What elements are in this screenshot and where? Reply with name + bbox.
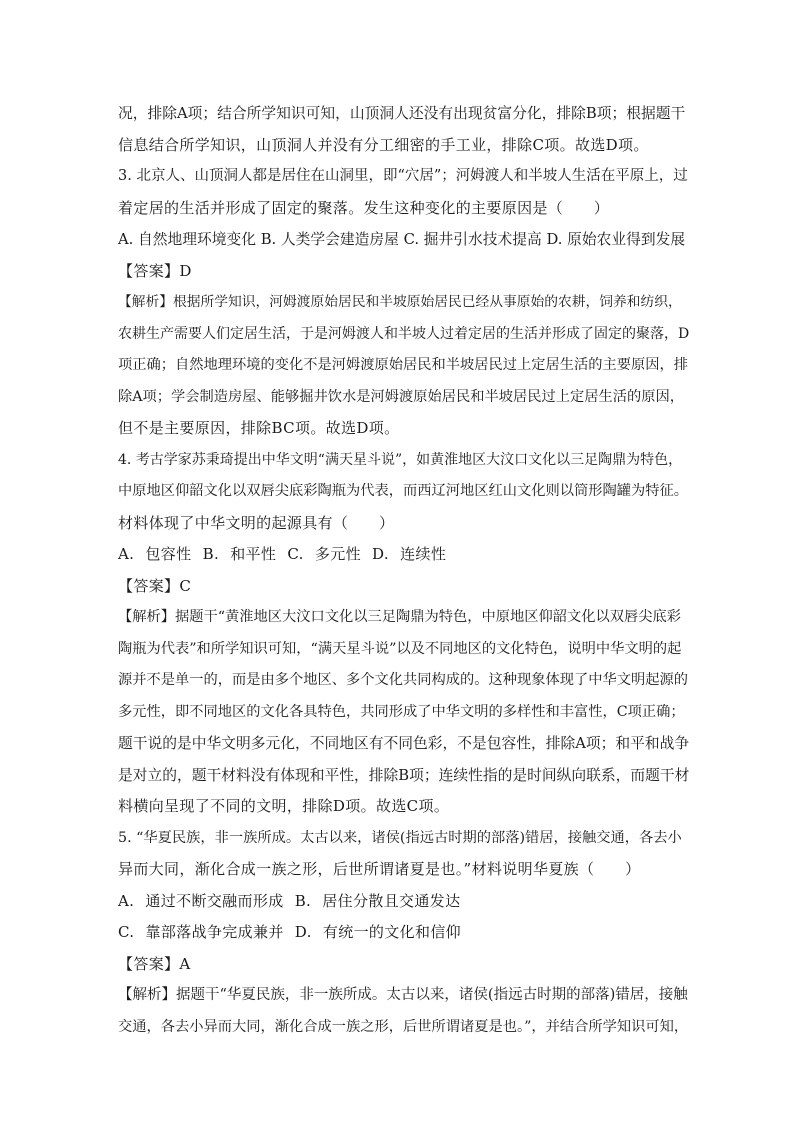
question-4-explanation-line-4: 多元性，即不同地区的文化各具特色，共同形成了中华文明的多样性和丰富性，C项正确； xyxy=(118,703,685,720)
question-3-options: A. 自然地理环境变化 B. 人类学会建造房屋 C. 掘井引水技术提高 D. 原始农业得到发展 xyxy=(118,231,686,248)
question-5-explanation-line-1: 【解析】据题干“华夏民族，非一族所成。太古以来，诸侯(指远古时期的部落)错居，接触 xyxy=(118,987,688,1003)
question-4-answer: 【答案】C xyxy=(118,576,192,595)
question-4-options: A. 包容性 B. 和平性 C. 多元性 D. 连续性 xyxy=(118,545,447,563)
question-4-explanation-line-6: 是对立的，题干材料没有体现和平性，排除B项；连续性指的是时间纵向联系，而题干材 xyxy=(118,766,690,784)
q2-explanation-line-2: 信息结合所学知识，山顶洞人并没有分工细密的手工业，排除C项。故选D项。 xyxy=(118,135,649,154)
question-4-stem-line-2: 中原地区仰韶文化以双唇尖底彩陶瓶为代表，而西辽河地区红山文化则以筒形陶罐为特征。 xyxy=(118,483,689,499)
question-5-options-row-2: C. 靠部落战争完成兼并 D. 有统一的文化和信仰 xyxy=(118,923,462,941)
question-3-stem-line-1: 3. 北京人、山顶洞人都是居住在山洞里，即“穴居”；河姆渡人和半坡人生活在平原上，过 xyxy=(118,168,688,184)
question-3-explanation-line-5: 但不是主要原因，排除BC项。故选D项。 xyxy=(118,419,400,437)
question-4-stem-line-3: 材料体现了中华文明的起源具有（ ） xyxy=(118,513,395,532)
question-4-stem-line-1: 4. 考古学家苏秉琦提出中华文明“满天星斗说”，如黄淮地区大汶口文化以三足陶鼎为特色， xyxy=(118,451,683,468)
q2-explanation-line-1: 况，排除A项；结合所学知识可知，山顶洞人还没有出现贫富分化，排除B项；根据题干 xyxy=(118,105,686,122)
question-5-options-row-1: A. 通过不断交融而形成 B. 居住分散且交通发达 xyxy=(118,891,461,910)
question-3-answer: 【答案】D xyxy=(118,261,192,280)
question-4-explanation-line-5: 题干说的是中华文明多元化，不同地区有不同色彩，不是包容性，排除A项；和平和战争 xyxy=(118,735,690,752)
question-3-explanation-line-3: 项正确；自然地理环境的变化不是河姆渡原始居民和半坡居民过上定居生活的主要原因，排 xyxy=(118,357,689,373)
question-4-explanation-line-3: 源并不是单一的，而是由多个地区、多个文化共同构成的。这种现象体现了中华文明起源的 xyxy=(118,672,689,688)
question-3-explanation-line-2: 农耕生产需要人们定居生活，于是河姆渡人和半坡人过着定居的生活并形成了固定的聚落，D xyxy=(118,325,690,342)
question-4-explanation-line-1: 【解析】据题干“黄淮地区大汶口文化以三足陶鼎为特色，中原地区仰韶文化以双唇尖底彩 xyxy=(118,609,682,625)
question-5-stem-line-1: 5. “华夏民族，非一族所成。太古以来，诸侯(指远古时期的部落)错居，接触交通，各去小 xyxy=(118,829,682,846)
question-3-stem-line-2: 着定居的生活并形成了固定的聚落。发生这种变化的主要原因是（ ） xyxy=(118,198,610,217)
question-3-explanation-line-1: 【解析】根据所学知识，河姆渡原始居民和半坡原始居民已经从事原始的农耕，饲养和纺织， xyxy=(118,294,682,310)
question-4-explanation-line-2: 陶瓶为代表”和所学知识可知，“满天星斗说”以及不同地区的文化特色，说明中华文明的起 xyxy=(118,640,682,657)
question-5-stem-line-2: 异而大同，渐化合成一族之形，后世所谓诸夏是也。”材料说明华夏族（ ） xyxy=(118,860,641,878)
question-5-explanation-line-2: 交通，各去小异而大同，渐化合成一族之形，后世所谓诸夏是也。”，并结合所学知识可知， xyxy=(118,1018,689,1035)
question-3-explanation-line-4: 除A项；学会制造房屋、能够掘井饮水是河姆渡原始居民和半坡居民过上定居生活的原因， xyxy=(118,388,685,405)
document-page xyxy=(118,98,690,1043)
question-4-explanation-line-7: 料横向呈现了不同的文明，排除D项。故选C项。 xyxy=(118,797,450,815)
question-5-answer: 【答案】A xyxy=(118,954,191,973)
